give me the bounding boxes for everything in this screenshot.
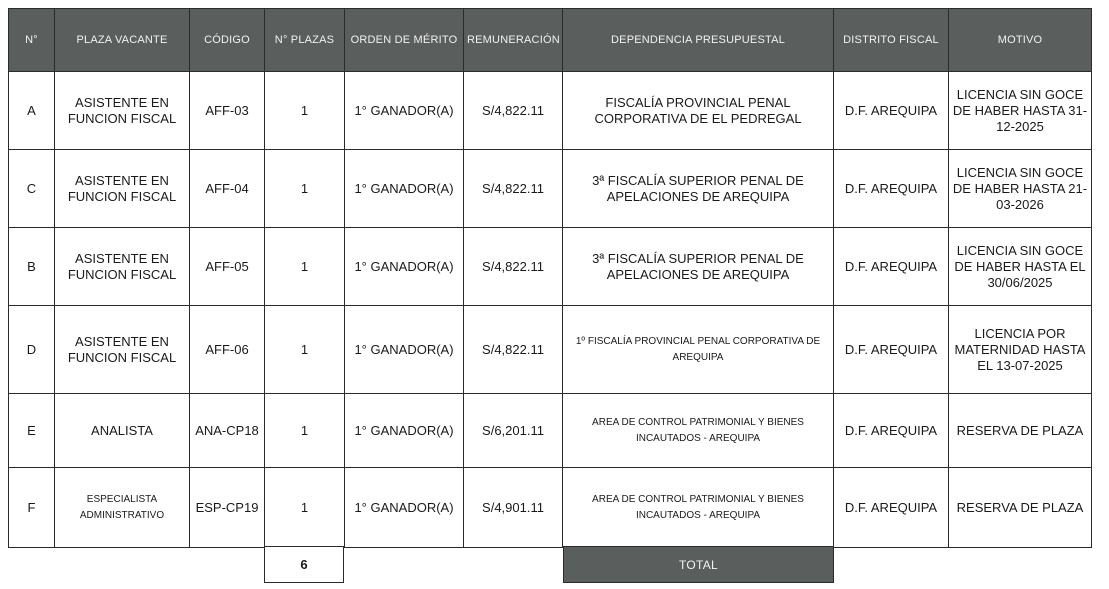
header-nplazas: N° PLAZAS [265, 9, 345, 72]
cell-motivo: LICENCIA SIN GOCE DE HABER HASTA 21-03-2026 [949, 150, 1092, 228]
cell-motivo: LICENCIA POR MATERNIDAD HASTA EL 13-07-2025 [949, 306, 1092, 394]
cell-distrito: D.F. AREQUIPA [834, 306, 949, 394]
cell-n: B [9, 228, 55, 306]
cell-plaza: ASISTENTE EN FUNCION FISCAL [55, 72, 190, 150]
cell-orden: 1° GANADOR(A) [345, 394, 464, 468]
cell-plaza: ASISTENTE EN FUNCION FISCAL [55, 306, 190, 394]
cell-remuneracion: S/4,901.11 [464, 468, 563, 548]
table-row [9, 72, 1092, 150]
cell-codigo: AFF-04 [190, 150, 265, 228]
cell-nplazas: 1 [265, 72, 345, 150]
cell-orden: 1° GANADOR(A) [345, 306, 464, 394]
cell-orden: 1° GANADOR(A) [345, 228, 464, 306]
cell-n: C [9, 150, 55, 228]
header-dependencia: DEPENDENCIA PRESUPUESTAL [563, 9, 834, 72]
cell-n: E [9, 394, 55, 468]
cell-codigo: ANA-CP18 [190, 394, 265, 468]
cell-remuneracion: S/4,822.11 [464, 306, 563, 394]
header-remuneracion: REMUNERACIÓN [464, 9, 563, 72]
cell-orden: 1° GANADOR(A) [345, 468, 464, 548]
header-row [9, 9, 1092, 72]
header-n: N° [9, 9, 55, 72]
cell-dependencia: 3ª FISCALÍA SUPERIOR PENAL DE APELACIONES DE AREQUIPA [563, 228, 834, 306]
cell-distrito: D.F. AREQUIPA [834, 72, 949, 150]
cell-orden: 1° GANADOR(A) [345, 150, 464, 228]
cell-motivo: RESERVA DE PLAZA [949, 394, 1092, 468]
cell-distrito: D.F. AREQUIPA [834, 394, 949, 468]
total-plazas-count: 6 [264, 546, 344, 583]
cell-n: F [9, 468, 55, 548]
cell-distrito: D.F. AREQUIPA [834, 228, 949, 306]
header-motivo: MOTIVO [949, 9, 1092, 72]
cell-codigo: AFF-06 [190, 306, 265, 394]
cell-nplazas: 1 [265, 306, 345, 394]
cell-plaza: ASISTENTE EN FUNCION FISCAL [55, 150, 190, 228]
header-distrito: DISTRITO FISCAL [834, 9, 949, 72]
cell-codigo: AFF-05 [190, 228, 265, 306]
cell-dependencia: 3ª FISCALÍA SUPERIOR PENAL DE APELACIONES DE AREQUIPA [563, 150, 834, 228]
table-row [9, 306, 1092, 394]
cell-motivo: RESERVA DE PLAZA [949, 468, 1092, 548]
total-label: TOTAL [563, 546, 834, 583]
cell-n: A [9, 72, 55, 150]
cell-nplazas: 1 [265, 150, 345, 228]
cell-plaza: ASISTENTE EN FUNCION FISCAL [55, 228, 190, 306]
table-row [9, 394, 1092, 468]
cell-distrito: D.F. AREQUIPA [834, 150, 949, 228]
table-row [9, 150, 1092, 228]
header-orden: ORDEN DE MÉRITO [345, 9, 464, 72]
cell-distrito: D.F. AREQUIPA [834, 468, 949, 548]
cell-dependencia: FISCALÍA PROVINCIAL PENAL CORPORATIVA DE EL PEDREGAL [563, 72, 834, 150]
table-row [9, 228, 1092, 306]
cell-codigo: AFF-03 [190, 72, 265, 150]
cell-dependencia: AREA DE CONTROL PATRIMONIAL Y BIENES INCAUTADOS - AREQUIPA [563, 468, 834, 548]
cell-n: D [9, 306, 55, 394]
cell-remuneracion: S/4,822.11 [464, 72, 563, 150]
cell-motivo: LICENCIA SIN GOCE DE HABER HASTA EL 30/06/2025 [949, 228, 1092, 306]
header-plaza: PLAZA VACANTE [55, 9, 190, 72]
cell-plaza: ANALISTA [55, 394, 190, 468]
cell-dependencia: 1º FISCALÍA PROVINCIAL PENAL CORPORATIVA DE AREQUIPA [563, 306, 834, 394]
cell-remuneracion: S/4,822.11 [464, 228, 563, 306]
vacancies-table [8, 8, 1092, 548]
cell-nplazas: 1 [265, 228, 345, 306]
cell-orden: 1° GANADOR(A) [345, 72, 464, 150]
cell-nplazas: 1 [265, 468, 345, 548]
cell-remuneracion: S/4,822.11 [464, 150, 563, 228]
cell-nplazas: 1 [265, 394, 345, 468]
table-row [9, 468, 1092, 548]
cell-motivo: LICENCIA SIN GOCE DE HABER HASTA 31-12-2025 [949, 72, 1092, 150]
cell-dependencia: AREA DE CONTROL PATRIMONIAL Y BIENES INCAUTADOS - AREQUIPA [563, 394, 834, 468]
cell-plaza: ESPECIALISTA ADMINISTRATIVO [55, 468, 190, 548]
cell-codigo: ESP-CP19 [190, 468, 265, 548]
cell-remuneracion: S/6,201.11 [464, 394, 563, 468]
header-codigo: CÓDIGO [190, 9, 265, 72]
